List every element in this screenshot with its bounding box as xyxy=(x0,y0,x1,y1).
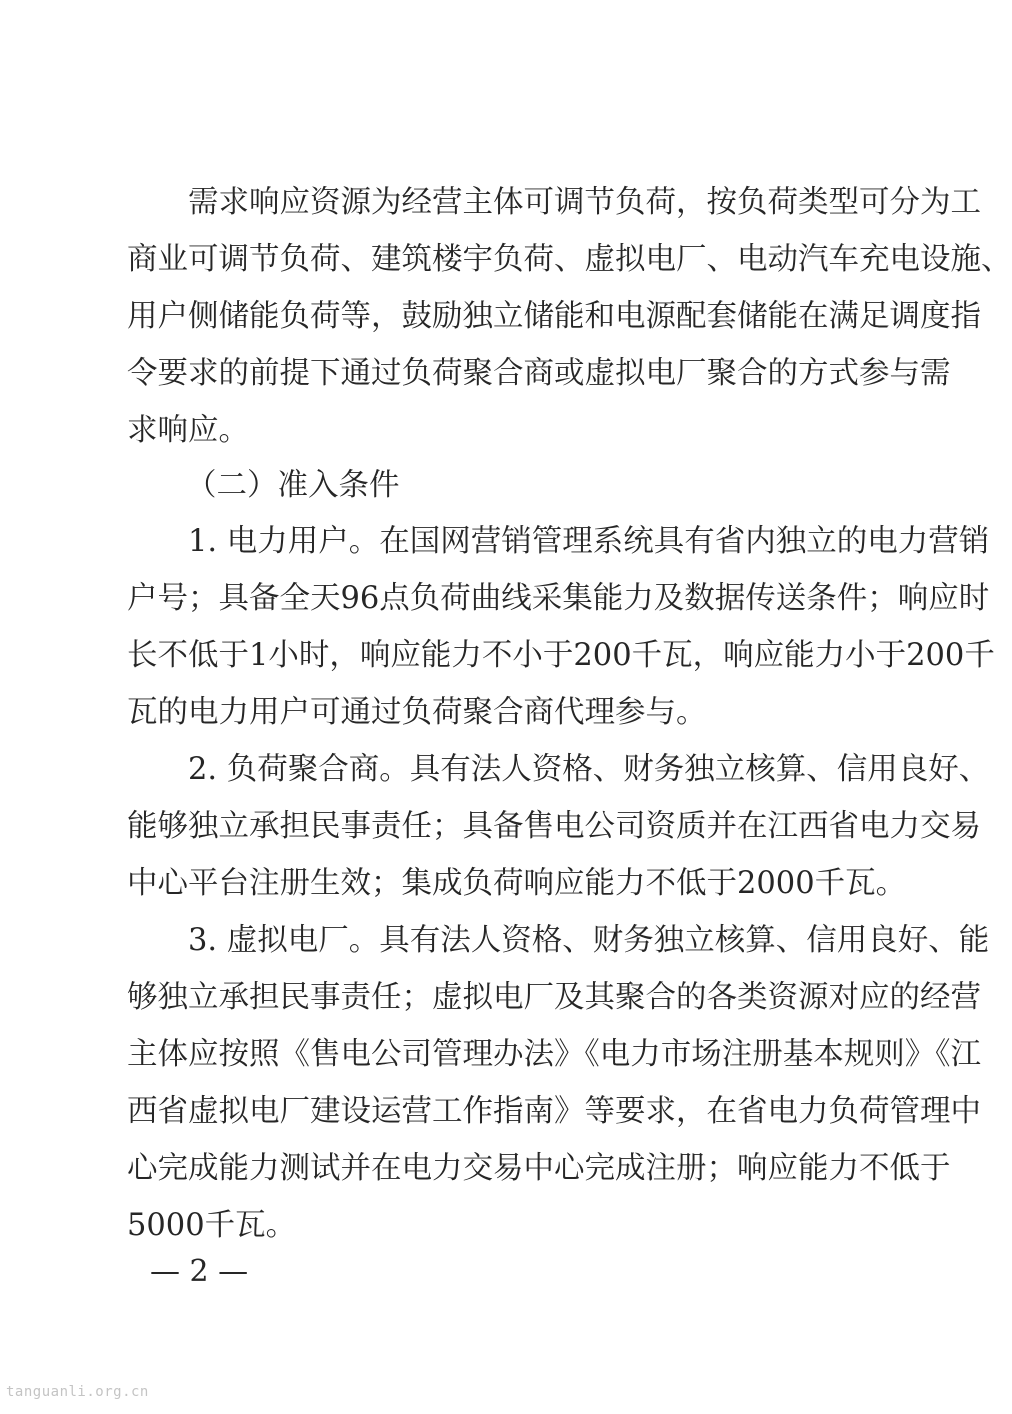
body-line: 3. 虚拟电厂。具有法人资格、财务独立核算、信用良好、能 xyxy=(188,923,990,958)
page-number: — 2 — xyxy=(150,1254,249,1289)
body-line: 需求响应资源为经营主体可调节负荷，按负荷类型可分为工 xyxy=(188,185,981,220)
body-line: 能够独立承担民事责任；具备售电公司资质并在江西省电力交易 xyxy=(127,809,981,844)
body-line: 用户侧储能负荷等，鼓励独立储能和电源配套储能在满足调度指 xyxy=(127,299,981,334)
body-line: 主体应按照《售电公司管理办法》《电力市场注册基本规则》《江 xyxy=(127,1037,981,1072)
watermark-text: tanguanli.org.cn xyxy=(6,1384,149,1400)
body-line: 户号；具备全天96点负荷曲线采集能力及数据传送条件；响应时 xyxy=(127,581,990,616)
body-line: 商业可调节负荷、建筑楼宇负荷、虚拟电厂、电动汽车充电设施、 xyxy=(127,242,1012,277)
body-line: 求响应。 xyxy=(127,413,249,448)
body-line: 长不低于1小时，响应能力不小于200千瓦，响应能力小于200千 xyxy=(127,638,995,673)
body-line: 2. 负荷聚合商。具有法人资格、财务独立核算、信用良好、 xyxy=(188,752,990,787)
body-line: 1. 电力用户。在国网营销管理系统具有省内独立的电力营销 xyxy=(188,524,990,559)
body-line: 瓦的电力用户可通过负荷聚合商代理参与。 xyxy=(127,695,707,730)
body-line: 中心平台注册生效；集成负荷响应能力不低于2000千瓦。 xyxy=(127,866,907,901)
body-line: 西省虚拟电厂建设运营工作指南》等要求，在省电力负荷管理中 xyxy=(127,1094,981,1129)
body-line: 5000千瓦。 xyxy=(127,1208,297,1243)
body-line: 令要求的前提下通过负荷聚合商或虚拟电厂聚合的方式参与需 xyxy=(127,356,951,391)
body-line: 够独立承担民事责任；虚拟电厂及其聚合的各类资源对应的经营 xyxy=(127,980,981,1015)
section-heading: （二）准入条件 xyxy=(186,468,400,503)
body-line: 心完成能力测试并在电力交易中心完成注册；响应能力不低于 xyxy=(127,1151,951,1186)
